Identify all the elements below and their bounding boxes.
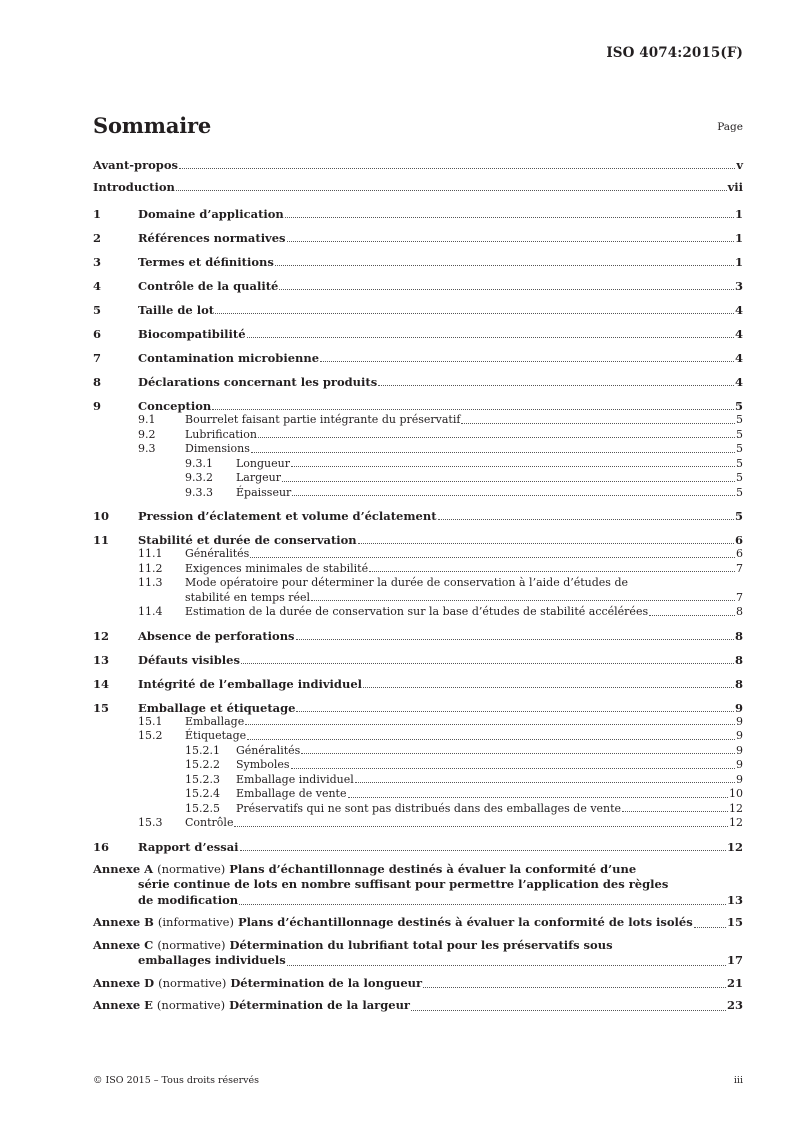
toc-entry-title: Biocompatibilité [138, 327, 246, 341]
toc-entry-clause-10[interactable] [93, 509, 743, 523]
toc-entry-page: 5 [736, 485, 743, 499]
dot-leader [363, 686, 734, 688]
toc-entry-page: 9 [734, 700, 743, 715]
dot-leader [301, 752, 735, 754]
toc-entry-15-1[interactable] [93, 716, 743, 729]
toc-entry-number: 11.2 [138, 561, 163, 575]
toc-entry-clause-2[interactable] [93, 231, 743, 245]
toc-entry-title: Termes et définitions [138, 255, 274, 269]
toc-entry-page: 5 [736, 427, 743, 441]
toc-entry-title: Déclarations concernant les produits [138, 375, 378, 389]
toc-entry-clause-4[interactable] [93, 279, 743, 293]
toc-entry-page: v [736, 158, 743, 172]
toc-entry-9-1[interactable] [93, 414, 743, 427]
toc-entry-clause-7[interactable] [93, 351, 743, 365]
toc-entry-number: 4 [93, 279, 102, 293]
dot-leader [320, 360, 734, 362]
annex-title-continued: série continue de lots en nombre suffisant pour permettre l’application des règles [138, 877, 669, 891]
annex-title: Détermination du lubrifiant total pour les préservatifs sous [229, 937, 613, 952]
toc-entry-clause-9[interactable] [93, 399, 743, 413]
dot-leader [291, 767, 735, 769]
annex-label: Annexe B [93, 915, 154, 929]
toc-entry-clause-12[interactable] [93, 629, 743, 643]
toc-entry-title: Conception [138, 399, 212, 413]
dot-leader [240, 849, 726, 851]
toc-entry-number: 11.3 [138, 576, 163, 589]
toc-entry-avant-propos[interactable] [93, 158, 743, 172]
toc-entry-title: Stabilité et durée de conservation [138, 533, 357, 547]
toc-entry-11-4[interactable] [93, 606, 743, 619]
toc-entry-title: Introduction [93, 179, 175, 194]
toc-entry-11-1[interactable] [93, 548, 743, 561]
toc-entry-page: 3 [734, 279, 743, 293]
toc-entry-page: 6 [734, 533, 743, 547]
dot-leader [311, 599, 735, 601]
toc-entry-number: 14 [93, 676, 110, 691]
dot-leader [215, 312, 734, 314]
toc-entry-number: 16 [93, 839, 110, 854]
toc-entry-page: 7 [736, 590, 743, 604]
annex-title-continued: emballages individuels [138, 953, 286, 967]
toc-entry-number: 15.2.4 [185, 787, 220, 800]
dot-leader [245, 723, 735, 725]
toc-entry-number: 7 [93, 351, 102, 365]
toc-entry-title: Intégrité de l’emballage individuel [138, 676, 363, 691]
toc-entry-11-2[interactable] [93, 563, 743, 576]
dot-leader [275, 264, 734, 266]
toc-entry-title: Avant-propos [93, 158, 178, 172]
toc-entry-clause-14[interactable] [93, 677, 743, 691]
toc-entry-title: Emballage [185, 714, 245, 728]
toc-entry-15-2-5[interactable] [93, 803, 743, 816]
annex-label: Annexe A [93, 861, 154, 876]
toc-entry-page: 13 [726, 892, 743, 907]
toc-entry-annex-a[interactable] [93, 862, 743, 909]
annex-type: (normative) [157, 937, 226, 952]
annex-type: (informative) [157, 915, 234, 929]
toc-entry-introduction[interactable] [93, 180, 743, 194]
toc-entry-title: Épaisseur [236, 485, 292, 499]
toc-entry-15-2-3[interactable] [93, 774, 743, 787]
toc-entry-title: Emballage individuel [236, 772, 354, 786]
toc-entry-clause-16[interactable] [93, 840, 743, 854]
toc-entry-number: 10 [93, 509, 110, 523]
dot-leader [348, 796, 729, 798]
toc-entry-page: 9 [736, 772, 743, 786]
toc-entry-9-3-1[interactable] [93, 458, 743, 471]
toc-entry-number: 11.4 [138, 605, 163, 618]
toc-entry-page: 10 [729, 787, 743, 800]
toc-entry-title: Symboles [236, 758, 290, 771]
dot-leader [296, 710, 734, 712]
dot-leader [378, 384, 734, 386]
dot-leader [461, 422, 735, 424]
toc-entry-number: 9.3 [138, 442, 156, 455]
toc-entry-page: 23 [726, 998, 743, 1012]
toc-entry-clause-15[interactable] [93, 701, 743, 715]
toc-entry-number: 9.3.2 [185, 471, 213, 484]
toc-entry-title: Pression d’éclatement et volume d’éclatement [138, 509, 437, 523]
dot-leader [355, 781, 735, 783]
toc-entry-title: Lubrification [185, 427, 257, 441]
toc-entry-page: 5 [734, 399, 743, 413]
annex-type: (normative) [158, 975, 227, 990]
toc-entry-page: 9 [736, 714, 743, 728]
toc-entry-number: 11 [93, 533, 110, 547]
toc-entry-title: Emballage de vente [236, 787, 347, 800]
annex-type: (normative) [156, 998, 226, 1012]
toc-entry-9-2[interactable] [93, 429, 743, 442]
toc-entry-page: 4 [734, 375, 743, 389]
toc-entry-title: Étiquetage [185, 729, 247, 742]
toc-entry-page: 4 [734, 327, 743, 341]
toc-entry-9-3[interactable] [93, 443, 743, 456]
annex-title: Détermination de la largeur [229, 998, 410, 1012]
dot-leader [241, 662, 734, 664]
toc-entry-page: 8 [734, 652, 743, 667]
toc-entry-number: 1 [93, 207, 102, 221]
toc-entry-number: 6 [93, 327, 102, 341]
annex-type: (normative) [157, 861, 226, 876]
toc-entry-page: 9 [736, 729, 743, 742]
toc-entry-page: vii [727, 179, 743, 194]
toc-entry-number: 8 [93, 375, 102, 389]
dot-leader [258, 436, 735, 438]
toc-entry-title: stabilité en temps réel [185, 590, 311, 604]
dot-leader [247, 336, 734, 338]
toc-entry-number: 9.2 [138, 427, 156, 441]
toc-entry-number: 15.2.5 [185, 801, 220, 815]
toc-entry-15-2-1[interactable] [93, 745, 743, 758]
toc-entry-number: 2 [93, 231, 102, 245]
toc-entry-clause-5[interactable] [93, 303, 743, 317]
dot-leader [649, 614, 735, 616]
toc-entry-number: 15.2.1 [185, 743, 220, 757]
toc-entry-page: 21 [726, 975, 743, 990]
toc-entry-clause-1[interactable] [93, 207, 743, 221]
toc-entry-page: 5 [734, 509, 743, 523]
toc-entry-title: Estimation de la durée de conservation sur la base d’études de stabilité accélérées [185, 605, 649, 618]
toc-entry-number: 9 [93, 399, 102, 413]
toc-entry-title: Taille de lot [138, 303, 215, 317]
dot-leader [179, 167, 735, 169]
page-column-label: Page [717, 121, 743, 133]
page-number: iii [733, 1075, 743, 1086]
toc-entry-page: 12 [729, 801, 743, 815]
toc-entry-9-3-2[interactable] [93, 472, 743, 485]
toc-entry-title: Contrôle de la qualité [138, 279, 279, 293]
toc-entry-title: Absence de perforations [138, 628, 295, 643]
toc-entry-page: 9 [736, 758, 743, 771]
toc-entry-11-3-continued[interactable] [93, 592, 743, 605]
toc-entry-page: 4 [734, 351, 743, 365]
dot-leader [239, 903, 726, 905]
toc-entry-number: 15.3 [138, 816, 163, 829]
toc-entry-title: Exigences minimales de stabilité [185, 561, 369, 575]
toc-entry-page: 9 [736, 743, 743, 757]
toc-entry-title: Rapport d’essai [138, 839, 239, 854]
toc-entry-number: 5 [93, 303, 102, 317]
toc-entry-page: 7 [736, 561, 743, 575]
toc-entry-page: 8 [734, 676, 743, 691]
toc-entry-number: 13 [93, 652, 110, 667]
toc-entry-title: Contrôle [185, 816, 234, 829]
toc-entry-page: 1 [734, 207, 743, 221]
toc-entry-15-2-4[interactable] [93, 788, 743, 801]
dot-leader [622, 810, 728, 812]
toc-entry-clause-3[interactable] [93, 255, 743, 269]
toc-entry-page: 4 [734, 303, 743, 317]
toc-entry-page: 12 [729, 816, 743, 829]
toc-entry-annex-d[interactable] [93, 976, 743, 992]
toc-entry-title: Préservatifs qui ne sont pas distribués dans des emballages de vente [236, 801, 622, 815]
annex-title: Plans d’échantillonnage destinés à évaluer la conformité d’une [229, 861, 637, 876]
dot-leader [423, 986, 726, 988]
dot-leader [411, 1009, 726, 1011]
dot-leader [296, 638, 734, 640]
annex-label: Annexe D [93, 975, 155, 990]
annex-title-continued: de modification [138, 892, 239, 907]
table-of-contents [93, 158, 743, 1014]
toc-entry-11-3[interactable] [93, 577, 743, 590]
dot-leader [176, 189, 727, 191]
dot-leader [438, 518, 734, 520]
toc-entry-15-2[interactable] [93, 730, 743, 743]
toc-entry-number: 9.3.3 [185, 485, 213, 499]
dot-leader [247, 738, 735, 740]
toc-entry-page: 5 [736, 442, 743, 455]
toc-entry-15-2-2[interactable] [93, 759, 743, 772]
toc-entry-15-3[interactable] [93, 817, 743, 830]
dot-leader [694, 926, 726, 928]
toc-entry-annex-c[interactable] [93, 938, 743, 969]
document-code: ISO 4074:2015(F) [606, 45, 743, 61]
dot-leader [282, 480, 735, 482]
toc-entry-number: 9.3.1 [185, 456, 213, 470]
dot-leader [287, 240, 734, 242]
toc-entry-title: Domaine d’application [138, 207, 284, 221]
toc-entry-page: 6 [736, 547, 743, 560]
toc-entry-clause-11[interactable] [93, 533, 743, 547]
toc-entry-number: 15.2.2 [185, 758, 220, 771]
dot-leader [250, 556, 735, 558]
toc-entry-page: 15 [726, 915, 743, 929]
toc-entry-number: 15.2.3 [185, 772, 220, 786]
toc-entry-clause-6[interactable] [93, 327, 743, 341]
toc-entry-title: Bourrelet faisant partie intégrante du préservatif [185, 413, 461, 426]
toc-entry-9-3-3[interactable] [93, 487, 743, 500]
dot-leader [285, 216, 734, 218]
dot-leader [251, 451, 735, 453]
toc-entry-title: Références normatives [138, 231, 286, 245]
toc-entry-page: 5 [736, 471, 743, 484]
toc-entry-number: 12 [93, 628, 110, 643]
toc-entry-number: 15.1 [138, 714, 163, 728]
toc-entry-title: Emballage et étiquetage [138, 700, 296, 715]
dot-leader [292, 494, 735, 496]
toc-entry-page: 5 [736, 413, 743, 426]
toc-entry-title: Généralités [236, 743, 301, 757]
toc-entry-title: Défauts visibles [138, 652, 240, 667]
dot-leader [358, 542, 734, 544]
toc-entry-number: 11.1 [138, 547, 163, 560]
toc-entry-page: 8 [734, 628, 743, 643]
toc-entry-page: 1 [734, 231, 743, 245]
toc-entry-number: 3 [93, 255, 102, 269]
annex-label: Annexe C [93, 937, 154, 952]
toc-entry-title: Contamination microbienne [138, 351, 320, 365]
toc-entry-annex-b[interactable] [93, 915, 743, 931]
dot-leader [369, 570, 735, 572]
toc-entry-number: 15.2 [138, 729, 163, 742]
annex-label: Annexe E [93, 998, 153, 1012]
dot-leader [291, 465, 735, 467]
toc-entry-page: 1 [734, 255, 743, 269]
toc-entry-clause-13[interactable] [93, 653, 743, 667]
toc-entry-number: 15 [93, 700, 110, 715]
toc-entry-number: 9.1 [138, 413, 156, 426]
annex-title: Détermination de la longueur [230, 975, 423, 990]
toc-entry-page: 12 [726, 839, 743, 854]
toc-entry-title: Longueur [236, 456, 290, 470]
copyright-notice: © ISO 2015 – Tous droits réservés [93, 1075, 260, 1086]
toc-entry-clause-8[interactable] [93, 375, 743, 389]
annex-title: Plans d’échantillonnage destinés à évaluer la conformité de lots isolés [238, 915, 693, 929]
toc-entry-page: 17 [726, 953, 743, 967]
toc-entry-page: 8 [736, 605, 743, 618]
toc-entry-title: Dimensions [185, 442, 250, 455]
toc-entry-title: Largeur [236, 471, 282, 484]
dot-leader [212, 408, 734, 410]
dot-leader [279, 288, 734, 290]
toc-entry-page: 5 [736, 456, 743, 470]
toc-entry-annex-e[interactable] [93, 998, 743, 1014]
toc-entry-title: Généralités [185, 547, 250, 560]
toc-entry-title: Mode opératoire pour déterminer la durée de conservation à l’aide d’études de [185, 576, 628, 589]
dot-leader [287, 964, 726, 966]
page-title: Sommaire [93, 113, 212, 138]
dot-leader [234, 825, 728, 827]
